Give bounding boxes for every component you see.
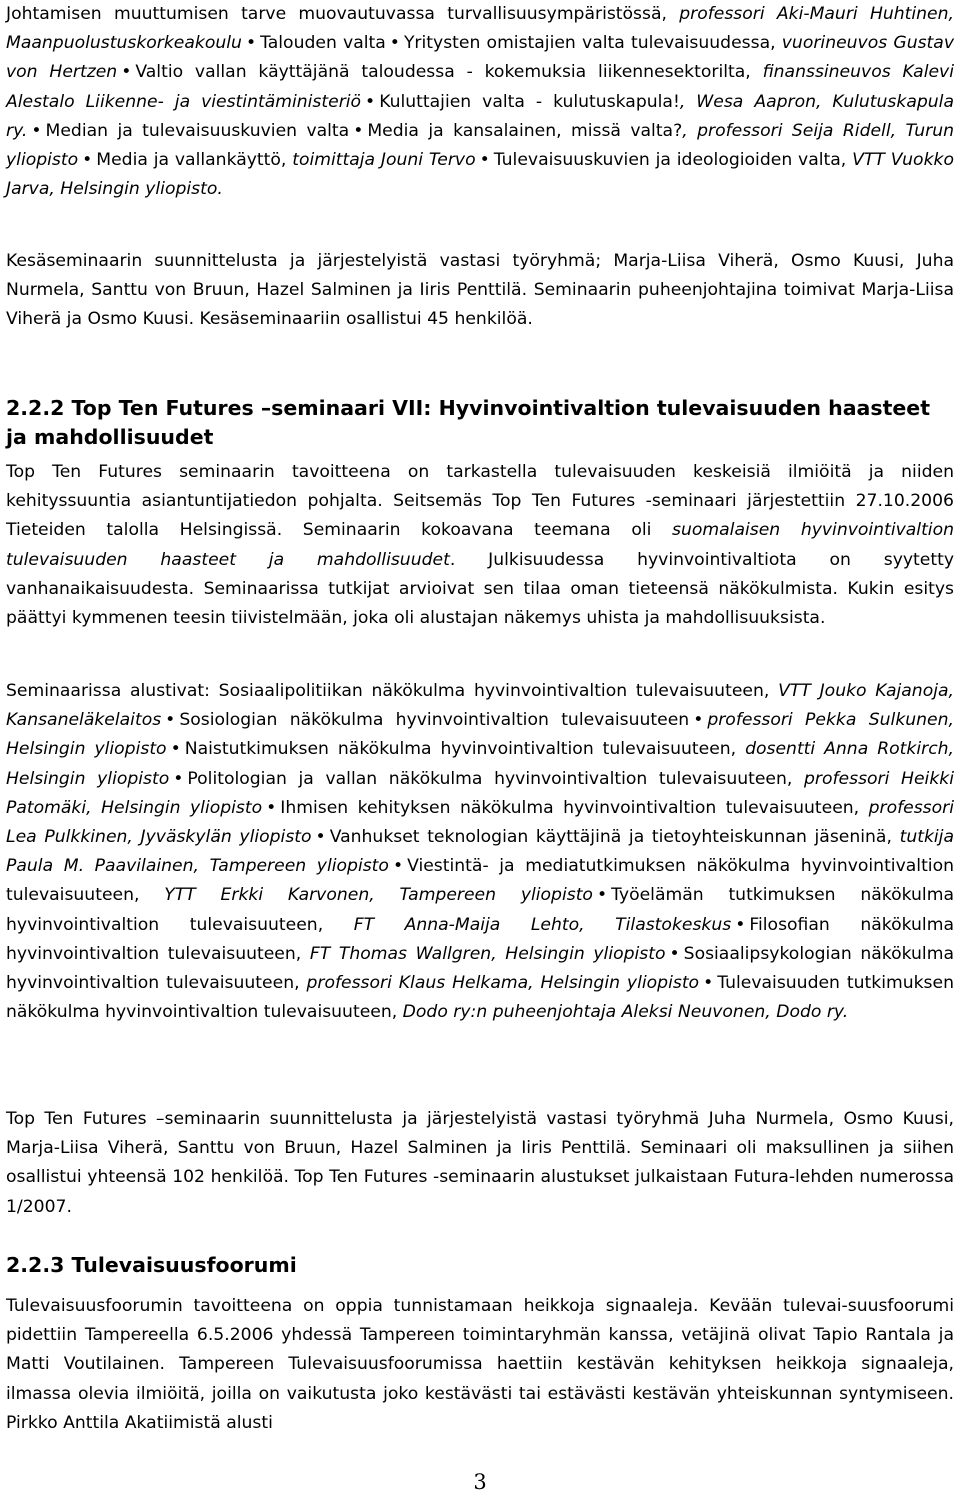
text-run: Valtio vallan käyttäjänä taloudessa - kokemuksia liikennesektorilta, bbox=[135, 62, 763, 83]
text-run: Viestintä- ja mediatutkimuksen näkökulma hyvinvointivaltion tulevaisuuteen, bbox=[6, 856, 954, 906]
bullet-separator: • bbox=[165, 710, 176, 731]
text-run: Naistutkimuksen näkökulma hyvinvointivaltion tulevaisuuteen, bbox=[184, 739, 746, 760]
section-heading-tulevaisuusfoorumi: 2.2.3 Tulevaisuusfoorumi bbox=[6, 1253, 297, 1277]
bullet-separator: • bbox=[245, 33, 257, 54]
bullet-separator: • bbox=[266, 797, 277, 818]
italic-text-run: VTT Jouko Kajanoja, Kansaneläkelaitos bbox=[6, 681, 954, 731]
italic-text-run: Dodo ry:n puheenjohtaja Aleksi Neuvonen, Dodo ry. bbox=[402, 1002, 849, 1023]
text-run: Top Ten Futures seminaarin tavoitteena on tarkastella tulevaisuuden keskeisiä ilmiöitä ja niiden kehityssuuntia asiantuntijatiedon pohjalta. Seitsemäs Top Ten Futures -seminaari järjestettiin 27.10.2006 Tieteiden talolla Helsingissä. Seminaarin kokoavana teemana oli bbox=[6, 462, 954, 541]
bullet-separator: • bbox=[693, 710, 704, 731]
bullet-separator: • bbox=[353, 120, 364, 141]
paragraph-top-ten-organizers bbox=[6, 1105, 954, 1222]
paragraph-organizers bbox=[6, 247, 954, 335]
italic-text-run: suomalaisen hyvinvointivaltion tulevaisuuden haasteet ja mahdollisuudet bbox=[6, 520, 954, 570]
text-run: Media ja vallankäyttö, bbox=[96, 150, 293, 171]
text-run: Seminaarissa alustivat: Sosiaalipolitiikan näkökulma hyvinvointivaltion tulevaisuuteen, bbox=[6, 681, 779, 701]
italic-text-run: toimittaja Jouni Tervo bbox=[292, 150, 476, 171]
text-run: Sosiaalipsykologian näkökulma hyvinvointivaltion tulevaisuuteen, bbox=[6, 943, 954, 994]
bullet-separator: • bbox=[669, 943, 680, 964]
bullet-separator: • bbox=[170, 739, 181, 760]
italic-text-run: FT Thomas Wallgren, Helsingin yliopisto bbox=[309, 943, 666, 964]
text-run: Politologian ja vallan näkökulma hyvinvointivaltion tulevaisuuteen, bbox=[187, 768, 805, 789]
italic-text-run: finanssineuvos Kalevi Alestalo Liikenne- ja viestintäministeriö bbox=[6, 62, 954, 112]
bullet-separator: • bbox=[315, 827, 326, 848]
paragraph-speakers bbox=[6, 677, 954, 1027]
text-run: Top Ten Futures –seminaarin suunnittelusta ja järjestelyistä vastasi työryhmä Juha Nurmela, Osmo Kuusi, Marja-Liisa Viherä, Santtu von Bruun, Hazel Salminen ja Iiris Penttilä. Seminaari oli maksullinen ja siihen osallistui yhteensä 102 henkilöä. Top Ten Futures -seminaarin alustukset julkaistaan Futura-lehden numerossa 1/2007. bbox=[6, 1109, 954, 1217]
section-heading-top-ten-futures: 2.2.2 Top Ten Futures –seminaari VII: Hyvinvointivaltion tulevaisuuden haasteet ja mahdollisuudet bbox=[6, 396, 930, 449]
italic-text-run: professori Aki-Mauri Huhtinen, Maanpuolustuskorkeakoulu bbox=[6, 4, 954, 54]
italic-text-run: vuorineuvos Gustav von Hertzen bbox=[6, 33, 954, 83]
bullet-separator: • bbox=[703, 973, 714, 994]
italic-text-run: VTT Vuokko Jarva, Helsingin yliopisto. bbox=[6, 150, 954, 200]
text-run: Sosiologian näkökulma hyvinvointivaltion tulevaisuuteen bbox=[179, 710, 690, 731]
bullet-separator: • bbox=[82, 150, 93, 171]
bullet-separator: • bbox=[735, 914, 746, 935]
text-run: . Julkisuudessa hyvinvointivaltiota on syytetty vanhanaikaisuudesta. Seminaarissa tutkijat arvioivat sen tilaa oman tieteensä näkökulmista. Kukin esitys päättyi kymmenen teesin tiivistelmään, joka oli alustajan näkemys uhista ja mahdollisuuksista. bbox=[6, 549, 954, 629]
italic-text-run: professori Lea Pulkkinen, Jyväskylän yliopisto bbox=[6, 797, 954, 848]
italic-text-run: professori Pekka Sulkunen, Helsingin yliopisto bbox=[6, 710, 954, 760]
italic-text-run: dosentti Anna Rotkirch, Helsingin yliopisto bbox=[6, 739, 955, 789]
text-run: Johtamisen muuttumisen tarve muovautuvassa turvallisuusympäristössä, bbox=[6, 4, 680, 24]
bullet-separator: • bbox=[173, 768, 184, 789]
paragraph-tulevaisuusfoorumi bbox=[6, 1292, 954, 1438]
bullet-separator: • bbox=[121, 62, 132, 83]
paragraph-top-ten-intro bbox=[6, 458, 954, 633]
text-run: Yritysten omistajien valta tulevaisuudessa, bbox=[403, 33, 782, 54]
bullet-separator: • bbox=[479, 150, 490, 171]
text-run: Median ja tulevaisuuskuvien valta bbox=[45, 120, 350, 141]
italic-text-run: professori Klaus Helkama, Helsingin yliopisto bbox=[306, 973, 700, 994]
bullet-separator: • bbox=[31, 120, 42, 141]
italic-text-run: YTT Erkki Karvonen, Tampereen yliopisto bbox=[164, 885, 593, 906]
page-number: 3 bbox=[473, 1470, 487, 1494]
text-run: Tulevaisuuskuvien ja ideologioiden valta, bbox=[493, 150, 853, 171]
text-run: Ihmisen kehityksen näkökulma hyvinvointivaltion tulevaisuuteen, bbox=[280, 797, 869, 818]
text-run: Vanhukset teknologian käyttäjinä ja tietoyhteiskunnan jäseninä, bbox=[329, 827, 900, 848]
italic-text-run: tutkija Paula M. Paavilainen, Tampereen yliopisto bbox=[6, 827, 954, 877]
italic-text-run: FT Anna-Maija Lehto, Tilastokeskus bbox=[353, 914, 732, 935]
bullet-separator: • bbox=[392, 856, 404, 877]
text-run: Kesäseminaarin suunnittelusta ja järjestelyistä vastasi työryhmä; Marja-Liisa Viherä, Osmo Kuusi, Juha Nurmela, Santtu von Bruun, Hazel Salminen ja Iiris Penttilä. Seminaarin puheenjohtajina toimivat Marja-Liisa Viherä ja Osmo Kuusi. Kesäseminaariin osallistui 45 henkilöä. bbox=[6, 251, 954, 330]
italic-text-run: , professori Seija Ridell, Turun yliopisto bbox=[6, 120, 954, 171]
text-run: Media ja kansalainen, missä valta? bbox=[367, 120, 683, 141]
text-run: Tulevaisuusfoorumin tavoitteena on oppia tunnistamaan heikkoja signaaleja. Kevään tulevai-suusfoorumi pidettiin Tampereella 6.5.2006 yhdessä Tampereen toimintaryhmän kanssa, vetäjinä olivat Tapio Rantala ja Matti Voutilainen. Tampereen Tulevaisuusfoorumissa haettiin kestävän kehityksen heikkoja signaaleja, ilmassa olevia ilmiöitä, joilla on vaikutusta joko kestävästi tai estävästi kestävän yhteiskunnan syntymiseen. Pirkko Anttila Akatiimistä alusti bbox=[6, 1296, 954, 1433]
paragraph-seminar-program bbox=[6, 0, 954, 204]
bullet-separator: • bbox=[389, 33, 400, 54]
text-run: Tulevaisuuden tutkimuksen näkökulma hyvinvointivaltion tulevaisuuteen, bbox=[6, 973, 954, 1023]
bullet-separator: • bbox=[365, 91, 376, 112]
text-run: Kuluttajien valta - kulutuskapula! bbox=[379, 91, 680, 112]
text-run: Työelämän tutkimuksen näkökulma hyvinvointivaltion tulevaisuuteen, bbox=[6, 885, 954, 935]
bullet-separator: • bbox=[596, 885, 608, 906]
text-run: Filosofian näkökulma hyvinvointivaltion tulevaisuuteen, bbox=[6, 914, 954, 964]
italic-text-run: , Wesa Aapron, Kulutuskapula ry. bbox=[6, 91, 954, 141]
italic-text-run: professori Heikki Patomäki, Helsingin yliopisto bbox=[6, 768, 954, 818]
text-run: Talouden valta bbox=[260, 33, 386, 54]
